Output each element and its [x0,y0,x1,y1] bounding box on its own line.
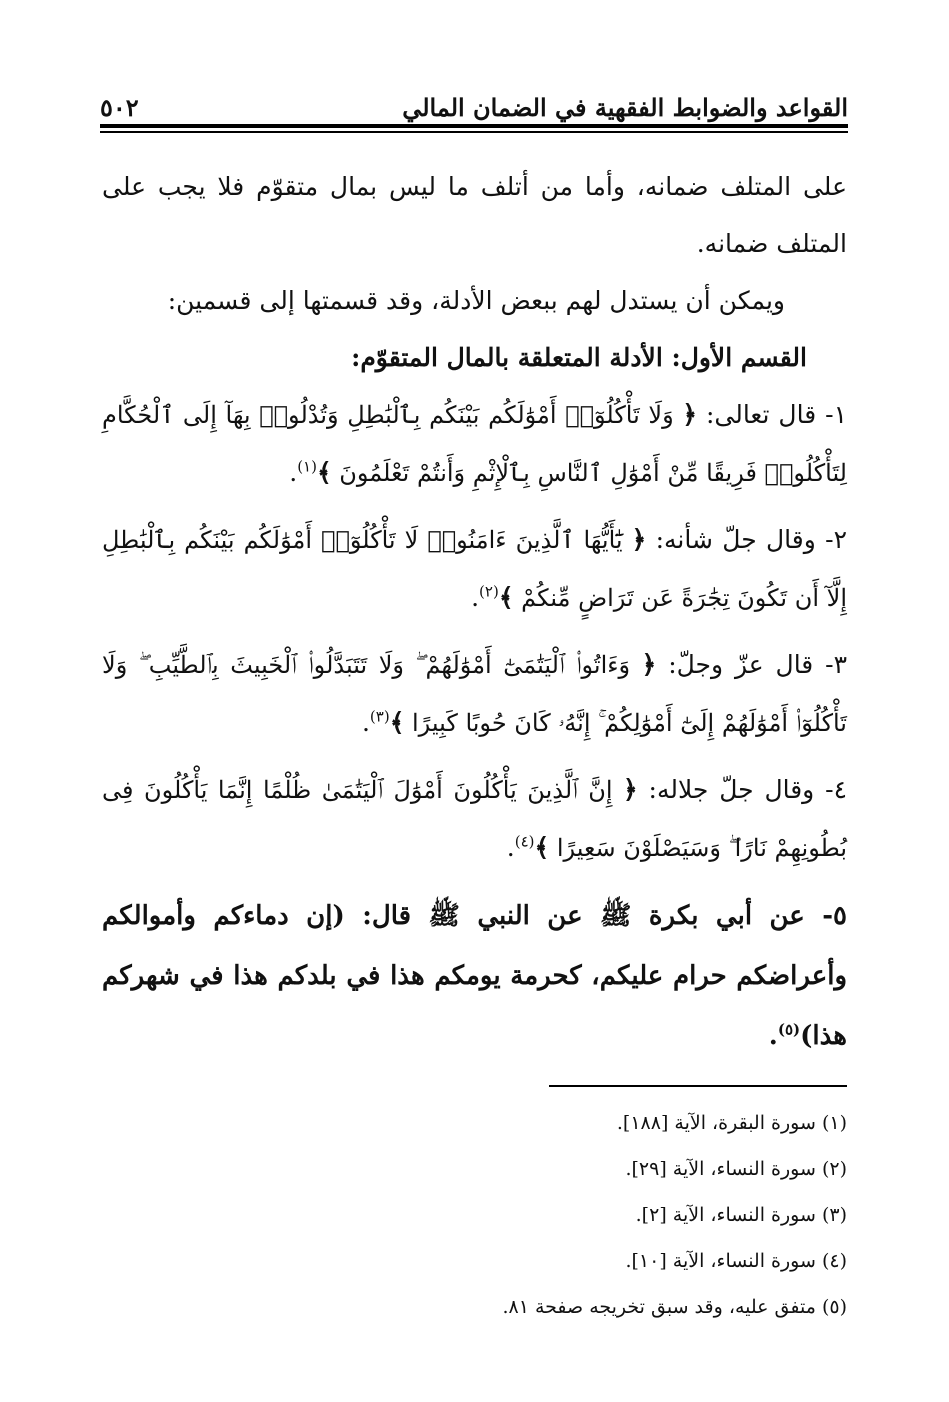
running-title: القواعد والضوابط الفقهية في الضمان المالي [402,93,848,122]
quran-verse: وَءَاتُوا۟ ٱلْيَتَٰمَىٰٓ أَمْوَٰلَهُمْ ۖ وَلَا تَتَبَدَّلُوا۟ ٱلْخَبِيثَ بِٱلطَّيِّبِ ۖ وَلَا تَأْكُلُوٓا۟ أَمْوَٰلَهُمْ إِلَىٰٓ أَمْوَٰلِكُمْ ۚ إِنَّهُۥ كَانَ حُوبًا كَبِيرًا [102,651,847,737]
section-heading: القسم الأول: الأدلة المتعلقة بالمال المتقوّم: [351,343,807,372]
quran-verse: وَلَا تَأْكُلُوٓا۟ أَمْوَٰلَكُم بَيْنَكُم بِٱلْبَٰطِلِ وَتُدْلُوا۟ بِهَآ إِلَى ٱلْحُكَّامِ لِتَأْكُلُوا۟ فَرِيقًا مِّنْ أَمْوَٰلِ ٱلنَّاسِ بِٱلْإِثْمِ وَأَنتُمْ تَعْلَمُونَ [102,401,847,487]
footnote-ref: (٣) [369,707,390,726]
evidence-item [102,511,847,627]
footnote: (٤) سورة النساء، الآية [١٠]. [625,1250,847,1272]
footnote: (٣) سورة النساء، الآية [٢]. [635,1204,847,1226]
quran-verse: إِنَّ ٱلَّذِينَ يَأْكُلُونَ أَمْوَٰلَ ٱلْيَتَٰمَىٰ ظُلْمًا إِنَّمَا يَأْكُلُونَ فِى بُطُونِهِمْ نَارًا ۖ وَسَيَصْلَوْنَ سَعِيرًا [102,776,847,862]
item-end: . [506,833,515,862]
footnote: (١) سورة البقرة، الآية [١٨٨]. [616,1112,847,1134]
footnote-ref: (٥) [777,1020,801,1039]
hadith-item [102,886,847,1066]
ornate-bracket-open: ﴿ [641,650,657,679]
item-end: . [289,458,298,487]
hadith-text: ٥- عن أبي بكرة ﷺ عن النبي ﷺ قال: (إن دماءكم وأموالكم وأعراضكم حرام عليكم، كحرمة يومكم هذا في بلدكم هذا في شهركم هذا) [102,901,847,1051]
main-text [102,158,847,1066]
item-intro: ٢- وقال جلّ شأنه: [646,525,847,554]
item-intro: ٤- وقال جلّ جلاله: [637,775,847,804]
ornate-bracket-close: ﴾ [498,583,514,612]
footnotes [300,1100,847,1330]
evidence-item [102,636,847,752]
item-end: . [471,583,480,612]
item-end: . [361,708,370,737]
header-rule-thick [100,124,848,128]
footnote-ref: (١) [297,457,317,476]
item-intro: ٣- قال عزّ وجلّ: [656,650,848,679]
page-number: ٥٠٢ [100,93,139,122]
footnote: (٥) متفق عليه، وقد سبق تخريجه صفحة ٨١. [502,1296,847,1318]
paragraph-continuation: على المتلف ضمانه، وأما من أتلف ما ليس بمال متقوّم فلا يجب على المتلف ضمانه. [102,172,847,258]
item-end: . [768,1021,778,1051]
ornate-bracket-close: ﴾ [534,833,550,862]
footnote-ref: (٢) [479,582,499,601]
footnote-separator [549,1085,847,1087]
ornate-bracket-open: ﴿ [631,525,647,554]
footnote-ref: (٤) [514,832,535,851]
evidence-item [102,761,847,877]
quran-verse: يَٰٓأَيُّهَا ٱلَّذِينَ ءَامَنُوا۟ لَا تَأْكُلُوٓا۟ أَمْوَٰلَكُم بَيْنَكُم بِٱلْبَٰطِلِ إِلَّآ أَن تَكُونَ تِجَٰرَةً عَن تَرَاضٍ مِّنكُمْ [102,526,847,612]
ornate-bracket-close: ﴾ [316,458,332,487]
running-header [100,78,848,122]
ornate-bracket-open: ﴿ [623,775,638,804]
paragraph-intro: ويمكن أن يستدل لهم ببعض الأدلة، وقد قسمتها إلى قسمين: [167,286,785,315]
ornate-bracket-close: ﴾ [389,708,405,737]
ornate-bracket-open: ﴿ [682,400,697,429]
evidence-item [102,386,847,502]
footnote: (٢) سورة النساء، الآية [٢٩]. [625,1158,847,1180]
header-rule-thin [100,131,848,133]
item-intro: ١- قال تعالى: [696,400,847,429]
